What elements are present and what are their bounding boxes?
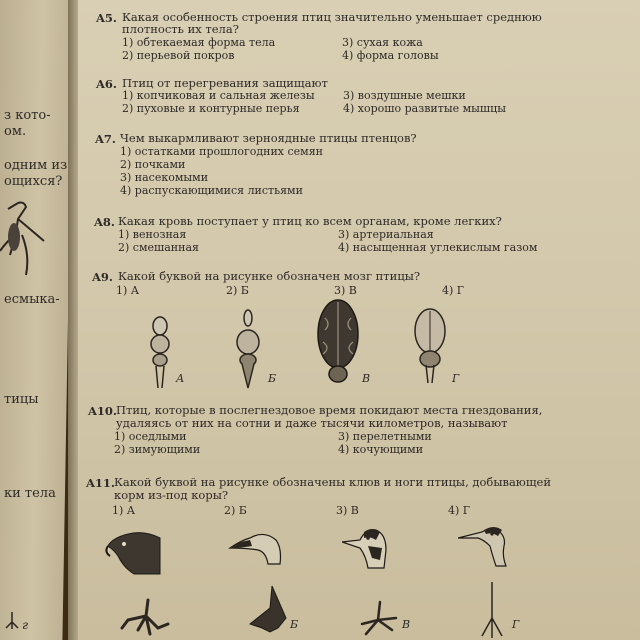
left-bird-foot-illustration (4, 610, 20, 630)
answer-option[interactable]: 4) насыщенная углекислым газом (338, 241, 538, 254)
question-text: плотность их тела? (122, 22, 239, 36)
answer-option[interactable]: 4) Г (448, 504, 471, 517)
answer-option[interactable]: 3) В (336, 504, 359, 517)
figure-b-brain-icon (232, 308, 264, 390)
question-text: Птиц от перегревания защищают (122, 76, 328, 90)
goose-head-icon (228, 526, 284, 566)
woodpecker-head-icon (342, 524, 390, 570)
left-text: одним из (4, 158, 68, 173)
answer-option[interactable]: 2) смешанная (118, 241, 199, 254)
eagle-foot-icon (118, 598, 174, 638)
question-number: A7. (95, 132, 116, 146)
goose-foot-icon (242, 584, 292, 636)
figure-label: Г (512, 618, 520, 631)
question-number: A9. (92, 270, 113, 284)
answer-option[interactable]: 4) кочующими (338, 443, 424, 456)
answer-option[interactable]: 2) пуховые и контурные перья (122, 102, 300, 115)
figure-label: А (176, 372, 185, 385)
answer-option[interactable]: 1) А (116, 284, 140, 297)
answer-option[interactable]: 3) сухая кожа (342, 36, 423, 49)
answer-option[interactable]: 1) копчиковая и сальная железы (122, 89, 315, 102)
answer-option[interactable]: 1) А (112, 504, 136, 517)
question-text: удаляясь от них на сотни и даже тысячи километров, называют (116, 416, 508, 430)
left-text: есмыка- (4, 292, 60, 307)
question-text: Какая кровь поступает у птиц ко всем органам, кроме легких? (118, 214, 502, 228)
figure-v-brain-icon (315, 298, 361, 384)
answer-option[interactable]: 3) артериальная (338, 228, 434, 241)
answer-option[interactable]: 2) почками (120, 158, 186, 171)
heron-head-icon (458, 524, 516, 568)
figure-label: Г (452, 372, 460, 385)
question-number: A8. (94, 215, 115, 229)
answer-option[interactable]: 3) В (334, 284, 357, 297)
figure-label: Б (268, 372, 277, 385)
left-page (0, 0, 74, 640)
answer-option[interactable]: 3) воздушные мешки (343, 89, 466, 102)
figure-g-brain-icon (410, 303, 450, 385)
answer-option[interactable]: 4) распускающимися листьями (120, 184, 303, 197)
answer-option[interactable]: 2) Б (224, 504, 247, 517)
question-text: Чем выкармливают зерноядные птицы птенцов? (120, 131, 417, 145)
eagle-head-icon (104, 528, 162, 576)
figure-label: В (362, 372, 371, 385)
woodpecker-foot-icon (356, 600, 402, 640)
answer-option[interactable]: 3) насекомыми (120, 171, 209, 184)
answer-option[interactable]: 1) обтекаемая форма тела (122, 36, 276, 49)
left-text: з кото- (4, 108, 51, 123)
answer-option[interactable]: 3) перелетными (338, 430, 432, 443)
answer-option[interactable]: 1) оседлыми (114, 430, 187, 443)
question-number: A5. (96, 11, 117, 25)
heron-foot-icon (478, 580, 508, 640)
answer-option[interactable]: 4) Г (442, 284, 465, 297)
left-text: ки тела (4, 486, 56, 501)
page-gutter (68, 0, 78, 640)
answer-option[interactable]: 4) хорошо развитые мышцы (343, 102, 506, 115)
question-number: A10. (88, 404, 117, 418)
answer-option[interactable]: 1) венозная (118, 228, 187, 241)
figure-a-brain-icon (145, 314, 175, 390)
left-text: ом. (4, 124, 27, 139)
answer-option[interactable]: 2) перьевой покров (122, 49, 235, 62)
left-bird-illustration (0, 195, 60, 285)
question-text: корм из-под коры? (114, 488, 229, 502)
figure-label: Б (290, 618, 299, 631)
question-text: Какой буквой на рисунке обозначены клюв и ноги птицы, добывающей (114, 475, 551, 489)
left-text: г (22, 618, 29, 632)
question-text: Какая особенность строения птиц значительно уменьшает среднюю (122, 10, 542, 24)
question-number: A11. (86, 476, 115, 490)
answer-option[interactable]: 2) Б (226, 284, 249, 297)
question-text: Птиц, которые в послегнездовое время покидают места гнездования, (116, 403, 543, 417)
question-text: Какой буквой на рисунке обозначен мозг птицы? (118, 269, 421, 283)
answer-option[interactable]: 4) форма головы (342, 49, 439, 62)
figure-label: В (402, 618, 411, 631)
answer-option[interactable]: 2) зимующими (114, 443, 201, 456)
question-number: A6. (96, 77, 117, 91)
answer-option[interactable]: 1) остатками прошлогодних семян (120, 145, 323, 158)
left-text: ощихся? (4, 174, 63, 189)
left-text: тицы (4, 392, 39, 407)
